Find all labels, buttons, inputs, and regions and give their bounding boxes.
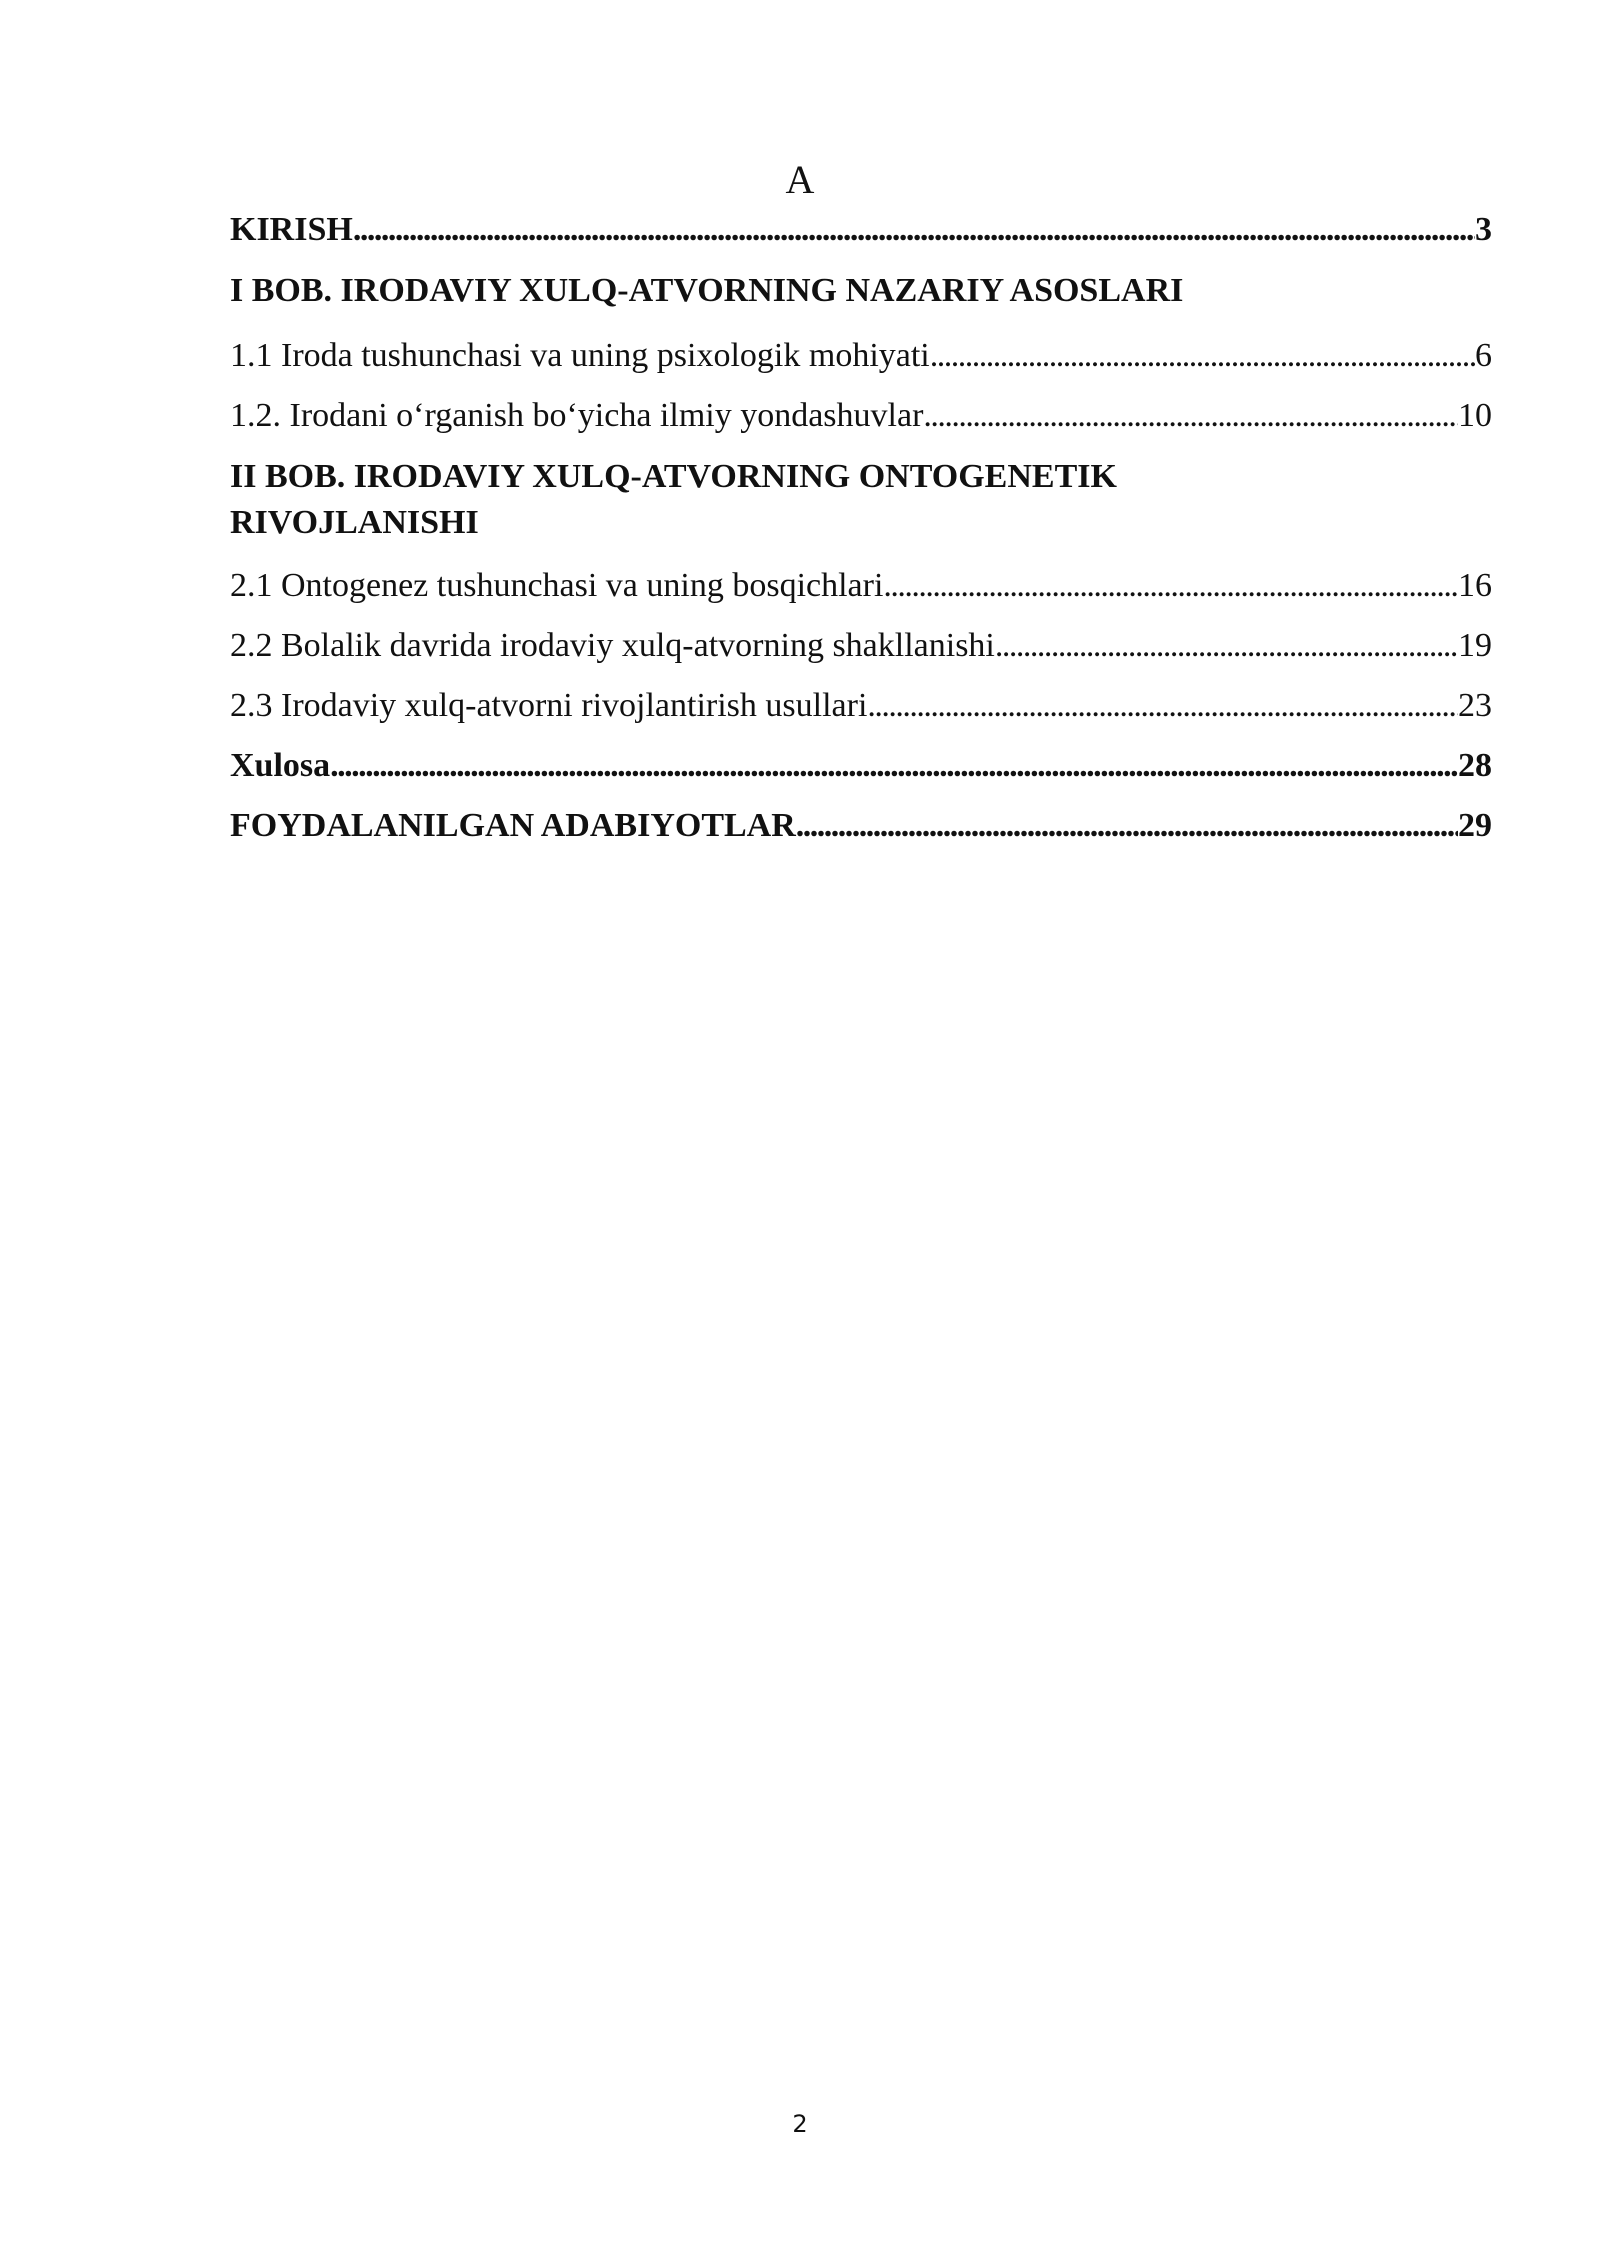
page-heading: A [785, 157, 815, 202]
toc-entry-page: 10 [1458, 397, 1492, 434]
toc-entry-label: 2.2 Bolalik davrida irodaviy xulq-atvorning shakllanishi [230, 627, 995, 664]
toc-chapter-2-line-1: II BOB. IRODAVIY XULQ-ATVORNING ONTOGENETIK [230, 458, 1117, 495]
table-of-contents [230, 202, 1492, 858]
toc-entry-page: 23 [1458, 687, 1492, 724]
toc-entry-2-3[interactable] [230, 678, 1492, 738]
toc-entry-adabiyotlar[interactable] [230, 798, 1492, 858]
dot-leader [995, 618, 1458, 674]
toc-entry-kirish[interactable] [230, 202, 1492, 262]
dot-leader [923, 388, 1458, 444]
toc-entry-label: 1.1 Iroda tushunchasi va uning psixologik mohiyati [230, 337, 930, 374]
toc-entry-label: 2.1 Ontogenez tushunchasi va uning bosqichlari [230, 567, 884, 604]
dot-leader [883, 558, 1458, 614]
toc-entry-label: 2.3 Irodaviy xulq-atvorni rivojlantirish usullari [230, 687, 868, 724]
toc-entry-label: 1.2. Irodani o‘rganish bo‘yicha ilmiy yondashuvlar [230, 397, 924, 434]
toc-entry-1-2[interactable] [230, 388, 1492, 448]
page-number: 2 [792, 2110, 808, 2138]
toc-entry-xulosa[interactable] [230, 738, 1492, 798]
dot-leader [353, 202, 1475, 258]
toc-entry-1-1[interactable] [230, 328, 1492, 388]
toc-entry-label: KIRISH [230, 211, 353, 248]
toc-entry-label: FOYDALANILGAN ADABIYOTLAR [230, 807, 796, 844]
dot-leader [330, 738, 1458, 794]
toc-entry-label: Xulosa [230, 747, 331, 784]
toc-chapter-2-title[interactable] [230, 448, 1290, 558]
toc-chapter-2-line-2: RIVOJLANISHI [230, 504, 479, 541]
dot-leader [796, 798, 1458, 854]
toc-entry-2-1[interactable] [230, 558, 1492, 618]
toc-entry-page: 28 [1458, 747, 1492, 784]
toc-chapter-1-title[interactable]: I BOB. IRODAVIY XULQ-ATVORNING NAZARIY ASOSLARI [230, 272, 1184, 309]
toc-entry-page: 19 [1458, 627, 1492, 664]
toc-entry-page: 6 [1475, 337, 1492, 374]
toc-entry-page: 3 [1475, 211, 1492, 248]
toc-entry-page: 16 [1458, 567, 1492, 604]
dot-leader [930, 328, 1475, 384]
toc-entry-page: 29 [1458, 807, 1492, 844]
toc-entry-2-2[interactable] [230, 618, 1492, 678]
dot-leader [867, 678, 1458, 734]
